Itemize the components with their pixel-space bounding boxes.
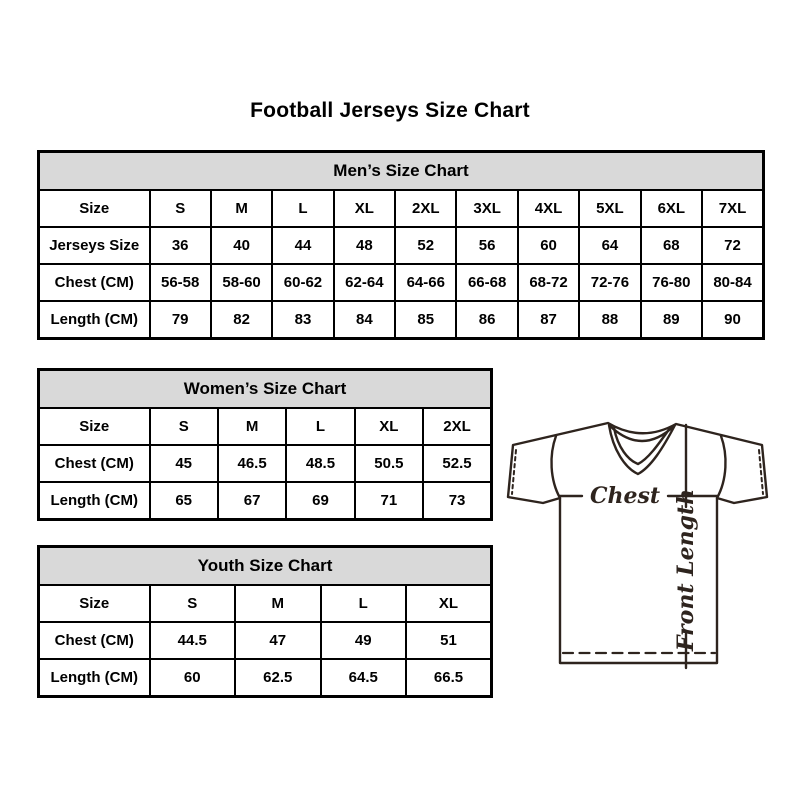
size-cell: 64.5 <box>321 659 407 697</box>
size-cell: 7XL <box>702 190 763 227</box>
size-cell: 52 <box>395 227 456 264</box>
table-row <box>39 264 764 301</box>
size-cell: 2XL <box>395 190 456 227</box>
size-cell: XL <box>406 585 492 622</box>
size-cell: 87 <box>518 301 579 339</box>
womens-table-title: Women’s Size Chart <box>39 370 492 409</box>
size-cell: 89 <box>641 301 702 339</box>
table-row <box>39 227 764 264</box>
size-cell: 6XL <box>641 190 702 227</box>
size-cell: 62-64 <box>334 264 395 301</box>
size-cell: S <box>150 190 211 227</box>
size-cell: 60 <box>150 659 236 697</box>
table-row <box>39 408 492 445</box>
youth-table <box>37 545 493 698</box>
size-cell: 60-62 <box>272 264 333 301</box>
mens-table <box>37 150 765 340</box>
size-cell: 72-76 <box>579 264 640 301</box>
size-cell: M <box>211 190 272 227</box>
womens-size-table <box>37 368 493 521</box>
size-cell: 36 <box>150 227 211 264</box>
size-cell: S <box>150 585 236 622</box>
size-cell: 88 <box>579 301 640 339</box>
table-row <box>39 659 492 697</box>
size-cell: 56 <box>456 227 517 264</box>
size-cell: 76-80 <box>641 264 702 301</box>
size-cell: 48 <box>334 227 395 264</box>
row-label: Size <box>39 190 150 227</box>
size-cell: 68 <box>641 227 702 264</box>
table-row <box>39 585 492 622</box>
row-label: Size <box>39 585 150 622</box>
size-cell: 64-66 <box>395 264 456 301</box>
row-label: Jerseys Size <box>39 227 150 264</box>
size-cell: 66.5 <box>406 659 492 697</box>
row-label: Chest (CM) <box>39 622 150 659</box>
size-cell: 66-68 <box>456 264 517 301</box>
size-cell: 69 <box>286 482 354 520</box>
size-cell: XL <box>355 408 423 445</box>
size-cell: 5XL <box>579 190 640 227</box>
size-cell: 49 <box>321 622 407 659</box>
size-cell: 83 <box>272 301 333 339</box>
size-cell: 50.5 <box>355 445 423 482</box>
youth-table-title: Youth Size Chart <box>39 547 492 586</box>
table-row <box>39 190 764 227</box>
page-title: Football Jerseys Size Chart <box>250 99 530 122</box>
size-cell: M <box>218 408 286 445</box>
size-cell: 84 <box>334 301 395 339</box>
size-cell: 82 <box>211 301 272 339</box>
size-cell: 73 <box>423 482 491 520</box>
size-cell: 48.5 <box>286 445 354 482</box>
size-cell: L <box>272 190 333 227</box>
size-cell: 86 <box>456 301 517 339</box>
row-label: Length (CM) <box>39 482 150 520</box>
size-cell: L <box>321 585 407 622</box>
jersey-outline <box>508 423 767 663</box>
size-cell: 4XL <box>518 190 579 227</box>
size-cell: 67 <box>218 482 286 520</box>
size-cell: 62.5 <box>235 659 321 697</box>
jersey-measurement-diagram <box>505 410 770 675</box>
size-cell: 90 <box>702 301 763 339</box>
size-cell: 56-58 <box>150 264 211 301</box>
youth-size-table <box>37 545 493 698</box>
table-header-row <box>39 370 492 409</box>
row-label: Length (CM) <box>39 659 150 697</box>
size-cell: 45 <box>150 445 218 482</box>
size-cell: 2XL <box>423 408 491 445</box>
size-cell: 60 <box>518 227 579 264</box>
size-cell: 47 <box>235 622 321 659</box>
size-cell: M <box>235 585 321 622</box>
size-cell: 58-60 <box>211 264 272 301</box>
size-cell: 3XL <box>456 190 517 227</box>
size-cell: 65 <box>150 482 218 520</box>
chest-label: Chest <box>589 483 661 509</box>
size-cell: 64 <box>579 227 640 264</box>
table-header-row <box>39 152 764 191</box>
size-cell: XL <box>334 190 395 227</box>
size-cell: 52.5 <box>423 445 491 482</box>
size-cell: 46.5 <box>218 445 286 482</box>
size-cell: 44.5 <box>150 622 236 659</box>
row-label: Chest (CM) <box>39 264 150 301</box>
row-label: Chest (CM) <box>39 445 150 482</box>
size-cell: 79 <box>150 301 211 339</box>
front-length-label: Front Length <box>673 488 699 652</box>
table-row <box>39 301 764 339</box>
mens-size-table <box>37 150 765 340</box>
size-cell: S <box>150 408 218 445</box>
mens-table-title: Men’s Size Chart <box>39 152 764 191</box>
size-cell: 44 <box>272 227 333 264</box>
row-label: Length (CM) <box>39 301 150 339</box>
size-cell: 80-84 <box>702 264 763 301</box>
table-row <box>39 482 492 520</box>
table-row <box>39 622 492 659</box>
size-cell: 51 <box>406 622 492 659</box>
size-cell: 71 <box>355 482 423 520</box>
table-header-row <box>39 547 492 586</box>
size-cell: 40 <box>211 227 272 264</box>
row-label: Size <box>39 408 150 445</box>
size-cell: L <box>286 408 354 445</box>
size-cell: 72 <box>702 227 763 264</box>
womens-table <box>37 368 493 521</box>
size-cell: 68-72 <box>518 264 579 301</box>
table-row <box>39 445 492 482</box>
size-cell: 85 <box>395 301 456 339</box>
